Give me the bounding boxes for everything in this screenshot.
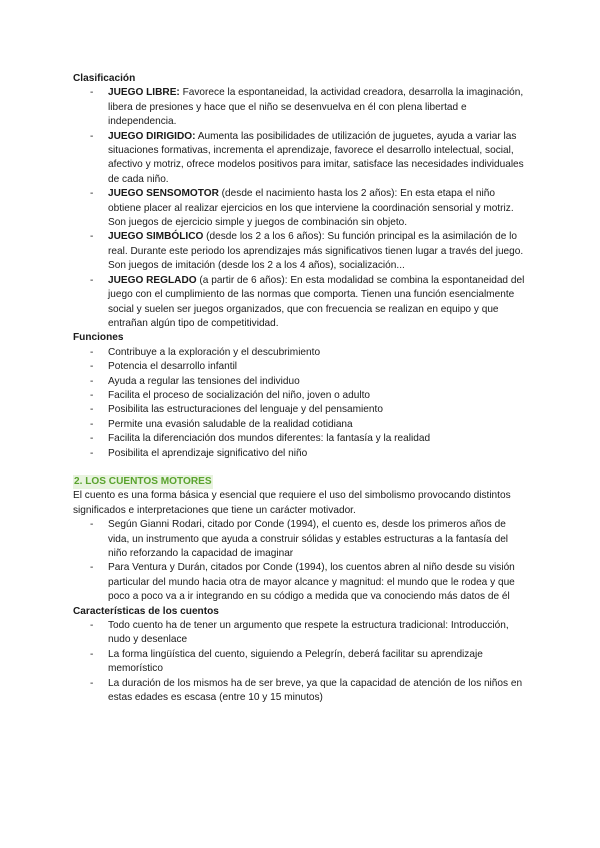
term-description: (a partir de 6 años): En esta modalidad se combina la espontaneidad del juego con el cumplimiento de las normas que comporta. Tienen una función esencialmente social y suelen ser juegos organizados, que con frecuencia se realizan en equipo y que entrañan algún tipo de competitividad. [108,274,525,329]
term: JUEGO SENSOMOTOR [108,188,219,200]
list-item [73,274,528,332]
list-item: - Contribuye a la exploración y el descubrimiento [73,346,528,360]
list-item: - Para Ventura y Durán, citados por Conde (1994), los cuentos abren al niño desde su visión particular del mundo hacia otra de mayor alcance y magnitud: el mundo que le rodea y que poco a poco va a ir integrando en su código a medida que va conociendo más datos de él [73,561,528,604]
term: JUEGO SIMBÓLICO [108,231,204,243]
term: JUEGO REGLADO [108,274,197,286]
term: JUEGO DIRIGIDO: [108,130,196,142]
list-item: - Facilita el proceso de socialización del niño, joven o adulto [73,389,528,403]
clasificacion-list [73,86,528,331]
heading-clasificacion: Clasificación [73,73,136,84]
list-item [73,187,528,230]
term-description: (desde el nacimiento hasta los 2 años): En esta etapa el niño obtiene placer al realizar ejercicios en los que interviene la coordinación sensorial y motriz. Son juegos de ejercicio simple y juegos de combinación sin objeto. [108,188,514,229]
heading-caracteristicas: Características de los cuentos [73,605,219,617]
list-item: - La duración de los mismos ha de ser breve, ya que la capacidad de atención de los niños en estas edades es escasa (entre 10 y 15 minutos) [73,677,528,706]
term-description: Favorece la espontaneidad, la actividad creadora, desarrolla la imaginación, libera de presiones y hace que el niño se desenvuelva en él con plena libertad e independencia. [108,87,524,128]
list-item: - Facilita la diferenciación dos mundos diferentes: la fantasía y la realidad [73,432,528,446]
caracteristicas-list [73,619,528,705]
list-item [73,230,528,273]
list-item [73,130,528,188]
list-item: - Posibilita las estructuraciones del lenguaje y del pensamiento [73,403,528,417]
list-item: - Permite una evasión saludable de la realidad cotidiana [73,418,528,432]
funciones-list [73,346,528,461]
list-item: - La forma lingüística del cuento, siguiendo a Pelegrín, deberá facilitar su aprendizaje memorístico [73,648,528,677]
term: JUEGO LIBRE: [108,87,180,99]
heading-funciones: Funciones [73,332,124,344]
section-title-cuentos: 2. LOS CUENTOS MOTORES [73,475,213,489]
term-description: Aumenta las posibilidades de utilización de juguetes, ayuda a variar las situaciones formativas, incrementa el aprendizaje, favorece el desarrollo intelectual, social, afectivo y motriz, ofrece modelos positivos para imitar, satisface las necesidades individuales de cada niño. [108,130,524,185]
list-item: - Todo cuento ha de tener un argumento que respete la estructura tradicional: Introducción, nudo y desenlace [73,619,528,648]
list-item: - Según Gianni Rodari, citado por Conde (1994), el cuento es, desde los primeros años de vida, un instrumento que ayuda a construir sólidas y estables estructuras a la fantasía del niño reforzando la capacidad de imaginar [73,518,528,561]
document-page [73,72,528,705]
list-item: - Potencia el desarrollo infantil [73,360,528,374]
list-item: - Posibilita el aprendizaje significativo del niño [73,447,528,461]
list-item: - Ayuda a regular las tensiones del individuo [73,375,528,389]
list-item [73,86,528,129]
cuentos-intro: El cuento es una forma básica y esencial que requiere el uso del simbolismo provocando distintos significados e interpretaciones que tiene un carácter motivador. [73,490,511,516]
cuentos-list [73,518,528,604]
term-description: (desde los 2 a los 6 años): Su función principal es la asimilación de lo real. Durante este periodo los aprendizajes más significativos tienen lugar a través del juego. Son juegos de imitación (desde los 2 a los 4 años), socialización... [108,231,524,272]
